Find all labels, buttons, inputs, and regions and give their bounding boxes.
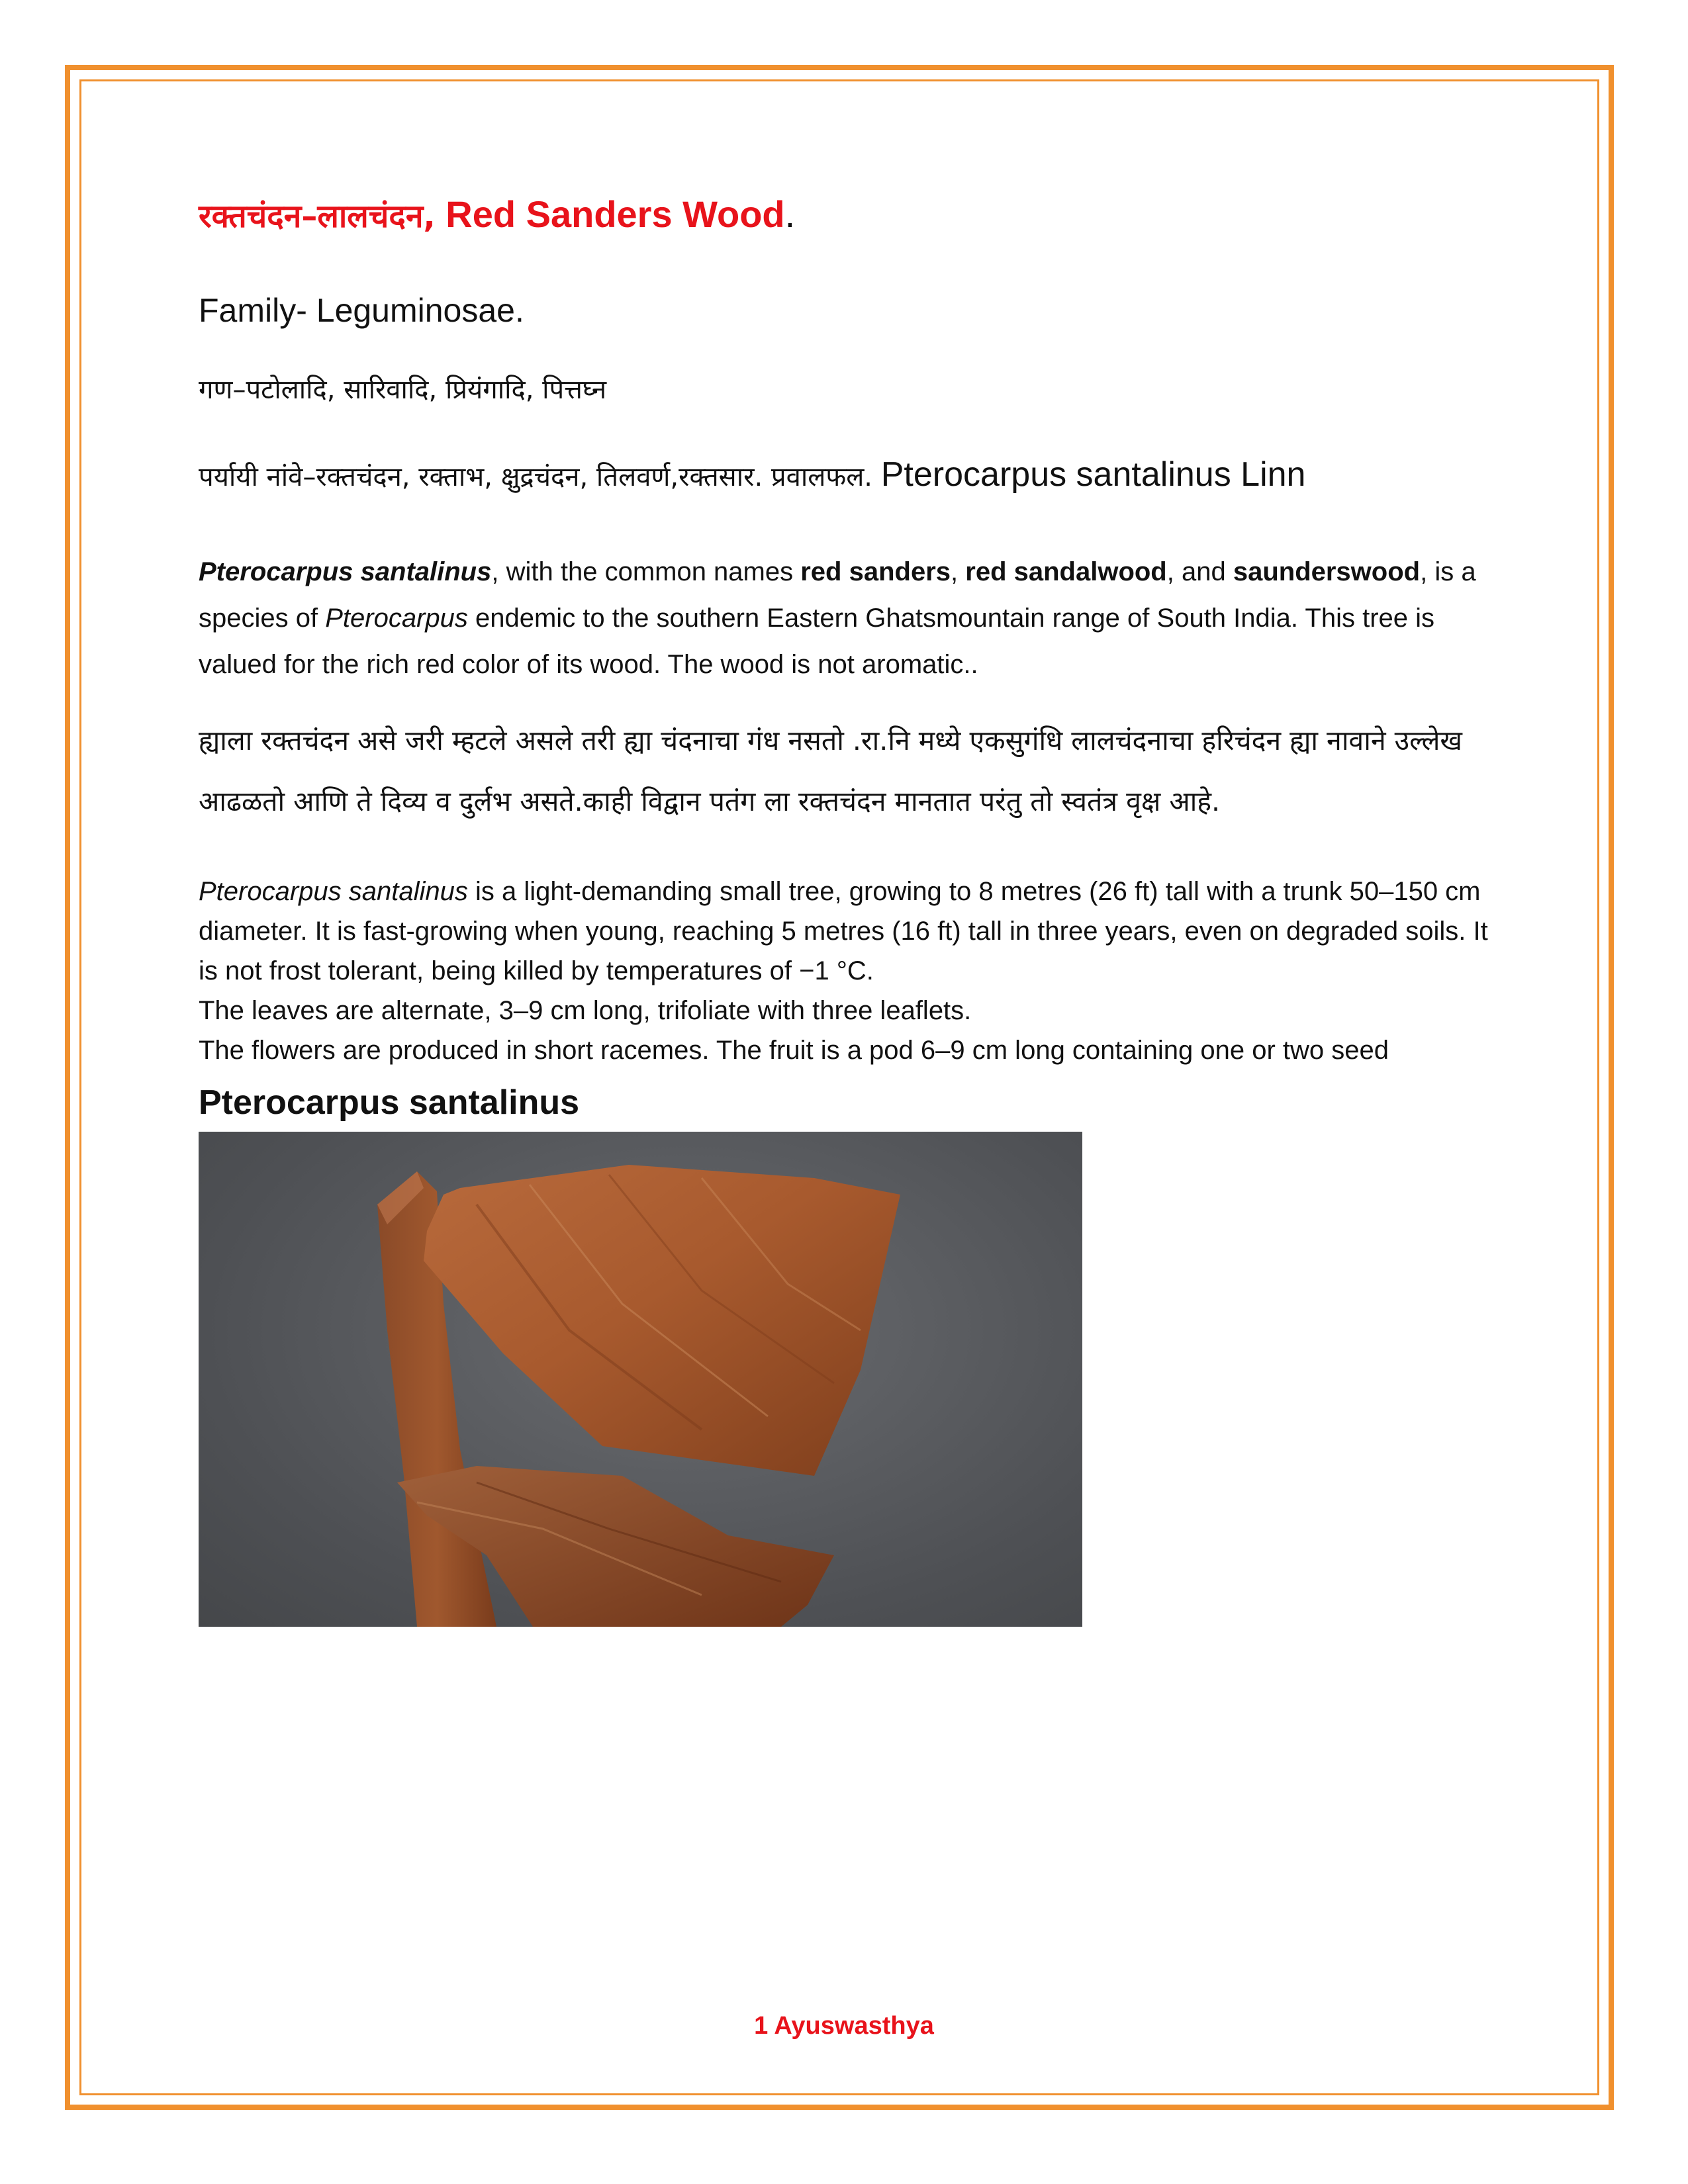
- synonyms-devanagari: पर्यायी नांवे–रक्तचंदन, रक्ताभ, क्षुद्रचंदन, तिलवर्ण,रक्तसार. प्रवालफल.: [199, 462, 873, 493]
- page-title: [199, 192, 1489, 236]
- intro-paragraph: [199, 549, 1489, 688]
- family-line: Family- Leguminosae.: [199, 292, 524, 330]
- title-english: Red Sanders Wood: [445, 193, 785, 235]
- title-period: .: [784, 193, 796, 235]
- intro-text-5: endemic to the southern Eastern Ghatsmountain range of South India. This tree is valued for the rich red color of its wood. The wood is not aromatic..: [199, 604, 1435, 680]
- wood-piece-large: [424, 1165, 900, 1476]
- intro-species: Pterocarpus santalinus: [199, 557, 492, 587]
- description-text-1: is a light-demanding small tree, growing to 8 metres (26 ft) tall with a trunk 50–150 cm diameter. It is fast-growing when young, reaching 5 metres (16 ft) tall in three years, even on degraded soils. It is not frost tolerant, being killed by temperatures of −1 °C.: [199, 877, 1488, 986]
- intro-genus: Pterocarpus: [325, 604, 468, 633]
- marathi-paragraph: ह्याला रक्तचंदन असे जरी म्हटले असले तरी ह्या चंदनाचा गंध नसतो .रा.नि मध्ये एकसुगंधि लालचंदनाचा हरिचंदन ह्या नावाने उल्लेख आढळतो आणि ते दिव्य व दुर्लभ असते.काही विद्वान पतंग ला रक्तचंदन मानतात परंतु तो स्वतंत्र वृक्ष आहे.: [199, 725, 1462, 818]
- common-name-saunderswood: saunderswood: [1233, 557, 1421, 587]
- description-line-2: The leaves are alternate, 3–9 cm long, trifoliate with three leaflets.: [199, 996, 972, 1026]
- description-line-3: The flowers are produced in short racemes. The fruit is a pod 6–9 cm long containing one or two seed: [199, 1036, 1389, 1066]
- intro-text-1: , with the common names: [491, 557, 801, 587]
- intro-text-2: ,: [951, 557, 966, 587]
- page-footer: 1 Ayuswasthya: [754, 2012, 934, 2040]
- title-devanagari: रक्तचंदन–लालचंदन,: [199, 198, 436, 235]
- red-sanders-wood-photo: [199, 1132, 1082, 1627]
- common-name-red-sanders: red sanders: [800, 557, 951, 587]
- synonyms-line: [199, 443, 1489, 509]
- document-body: [199, 192, 1489, 1627]
- intro-text-4: , is a species of: [199, 557, 1476, 633]
- intro-text-3: , and: [1166, 557, 1233, 587]
- description-line-1: [199, 872, 1489, 991]
- gana-line: गण–पटोलादि, सारिवादि, प्रियंगादि, पित्तघ्न: [199, 375, 607, 406]
- botanical-name: Pterocarpus santalinus Linn: [880, 455, 1306, 494]
- image-heading: Pterocarpus santalinus: [199, 1083, 580, 1122]
- common-name-red-sandalwood: red sandalwood: [965, 557, 1167, 587]
- description-species: Pterocarpus santalinus: [199, 877, 468, 907]
- description-paragraph: [199, 872, 1489, 1070]
